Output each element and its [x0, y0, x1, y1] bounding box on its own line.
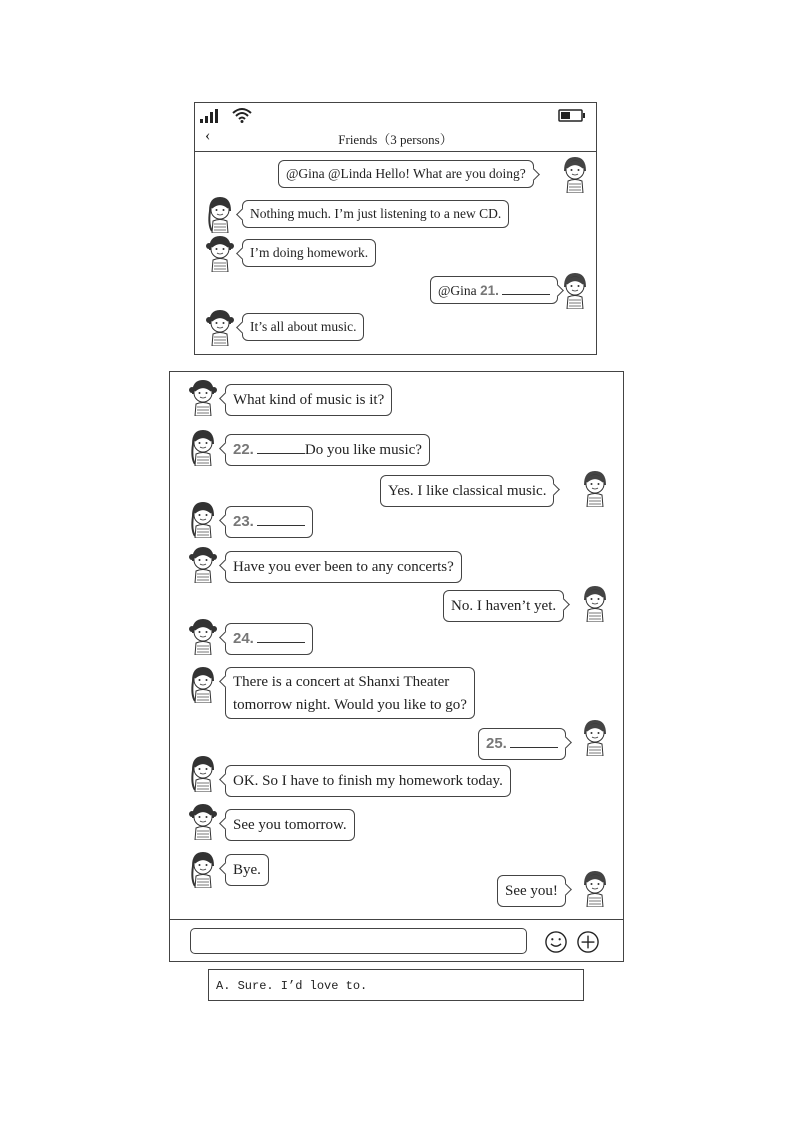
answer-blank[interactable] — [257, 441, 305, 454]
friend-avatar-icon[interactable] — [188, 850, 218, 888]
answer-blank[interactable] — [257, 630, 305, 643]
message-bubble — [225, 506, 313, 538]
friend-avatar-icon[interactable] — [188, 378, 218, 416]
friend-avatar-icon[interactable] — [188, 802, 218, 840]
message-text: @Gina @Linda Hello! What are you doing? — [286, 166, 526, 181]
friend-avatar-icon[interactable] — [205, 195, 235, 233]
answer-option-box: A. Sure. I’d love to. — [208, 969, 584, 1001]
message-bubble — [478, 728, 566, 760]
self-avatar-icon[interactable] — [580, 869, 610, 907]
battery-icon — [558, 109, 586, 122]
message-bubble — [278, 160, 534, 188]
message-bubble — [225, 667, 475, 719]
message-bubble — [225, 384, 392, 416]
message-bubble — [242, 200, 509, 228]
self-avatar-icon[interactable] — [580, 469, 610, 507]
message-bubble — [380, 475, 554, 507]
friend-avatar-icon[interactable] — [188, 665, 218, 703]
question-number: 23. — [233, 513, 254, 530]
self-avatar-icon[interactable] — [560, 271, 590, 309]
self-avatar-icon[interactable] — [580, 584, 610, 622]
wifi-icon — [232, 107, 252, 123]
friend-avatar-icon[interactable] — [188, 754, 218, 792]
chat-screen-2 — [169, 371, 624, 962]
friend-avatar-icon[interactable] — [205, 234, 235, 272]
message-text: What kind of music is it? — [233, 392, 385, 408]
message-text: Do you like music? — [304, 442, 422, 458]
message-text: See you! — [505, 883, 558, 899]
answer-blank[interactable] — [502, 282, 550, 295]
message-text: See you tomorrow. — [233, 817, 347, 833]
message-text: There is a concert at Shanxi Theater — [233, 674, 450, 690]
title-bar — [195, 125, 596, 152]
message-text: I’m doing homework. — [250, 245, 369, 260]
back-arrow-icon[interactable]: ‹ — [205, 127, 211, 144]
answer-blank[interactable] — [257, 513, 305, 526]
friend-avatar-icon[interactable] — [188, 617, 218, 655]
message-bubble — [225, 765, 511, 797]
friend-avatar-icon[interactable] — [188, 500, 218, 538]
message-bubble — [225, 623, 313, 655]
message-bubble — [225, 551, 462, 583]
message-bubble — [225, 854, 269, 886]
input-bar — [170, 919, 623, 964]
message-text: Yes. I like classical music. — [388, 483, 547, 499]
smiley-icon[interactable] — [545, 931, 567, 953]
friend-avatar-icon[interactable] — [188, 545, 218, 583]
message-prefix: @Gina — [438, 283, 481, 298]
message-input[interactable] — [190, 928, 527, 954]
message-text: Have you ever been to any concerts? — [233, 559, 454, 575]
message-bubble — [225, 434, 430, 466]
question-number: 25. — [486, 735, 507, 752]
message-text: Nothing much. I’m just listening to a new CD. — [250, 206, 502, 221]
message-text: Bye. — [233, 862, 261, 878]
self-avatar-icon[interactable] — [560, 155, 590, 193]
plus-icon[interactable] — [577, 931, 599, 953]
question-number: 21. — [480, 283, 499, 298]
message-bubble — [242, 313, 364, 341]
message-text: No. I haven’t yet. — [451, 598, 557, 614]
signal-icon — [200, 109, 218, 123]
message-bubble — [242, 239, 376, 267]
message-bubble — [497, 875, 566, 907]
self-avatar-icon[interactable] — [580, 718, 610, 756]
message-text: It’s all about music. — [250, 319, 357, 334]
question-number: 24. — [233, 630, 254, 647]
message-text-line2: tomorrow night. Would you like to go? — [233, 696, 467, 713]
friend-avatar-icon[interactable] — [205, 308, 235, 346]
chat-screen-1 — [194, 102, 597, 355]
message-text: OK. So I have to finish my homework today. — [233, 773, 503, 789]
message-bubble — [443, 590, 564, 622]
message-bubble — [225, 809, 355, 841]
answer-blank[interactable] — [510, 735, 558, 748]
question-number: 22. — [233, 441, 254, 458]
chat-title: Friends（3 persons） — [338, 132, 453, 147]
message-bubble — [430, 276, 558, 304]
friend-avatar-icon[interactable] — [188, 428, 218, 466]
